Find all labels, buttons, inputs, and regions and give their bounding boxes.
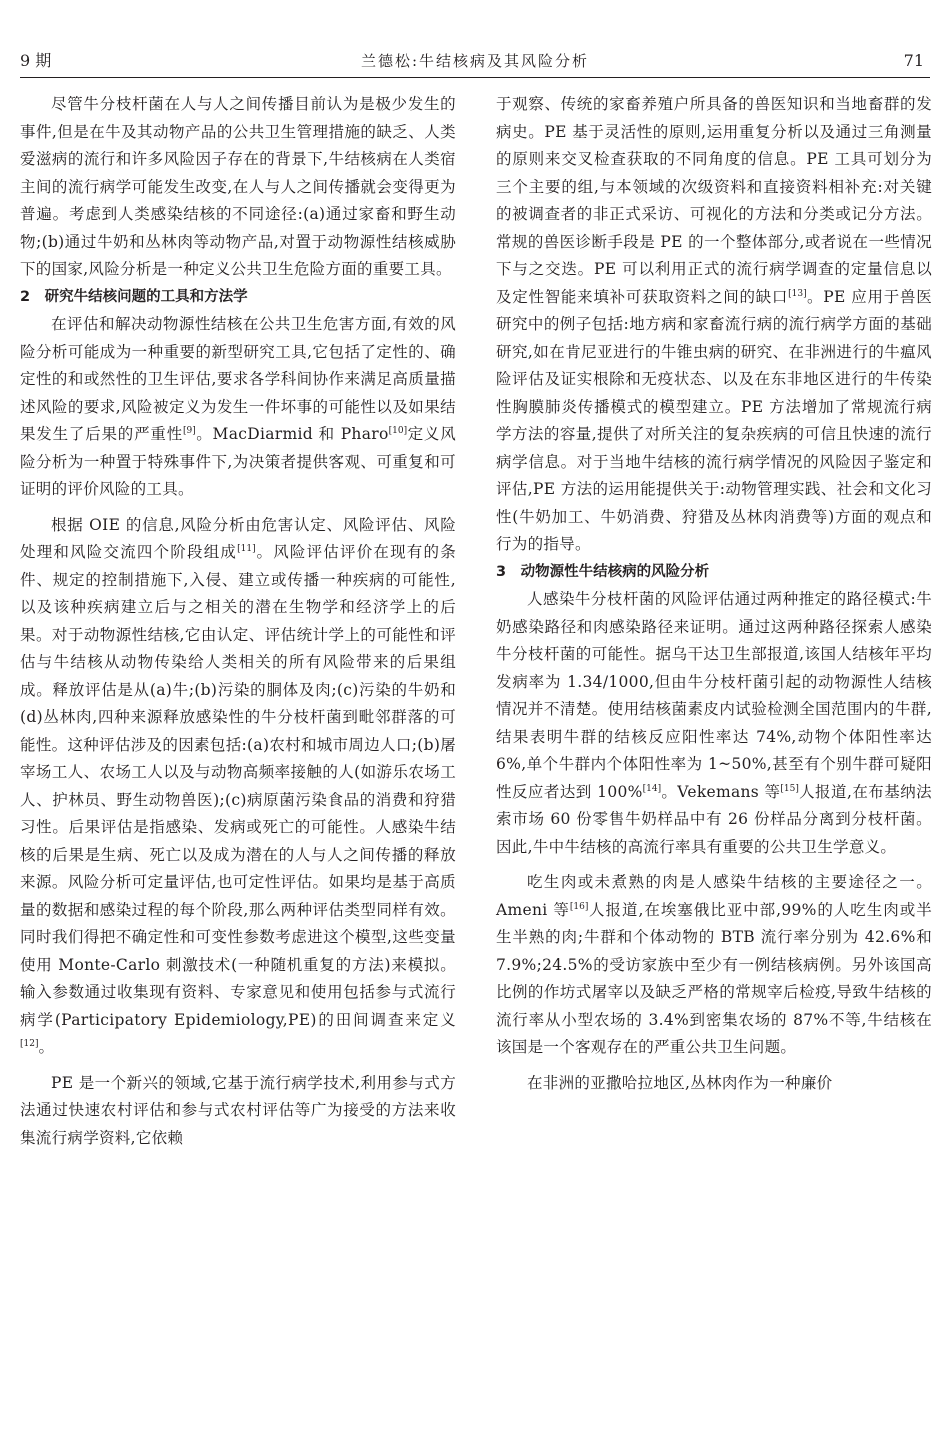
paragraph-text: 定义风险分析为一种置于特殊事件下,为决策者提供客观、可重复和可证明的评价风险的工具。 <box>20 425 456 498</box>
section-heading-2: 2 研究牛结核问题的工具和方法学 <box>20 288 248 305</box>
paragraph-text: 吃生肉或未煮熟的肉是人感染牛结核的主要途径之一。Ameni 等 <box>496 873 932 919</box>
running-header <box>20 50 930 76</box>
paragraph-text: 人报道,在埃塞俄比亚中部,99%的人吃生肉或半生半熟的肉;牛群和个体动物的 BTB 流行率分别为 42.6%和 7.9%;24.5%的受访家族中至少有一例结核病例。另外该国高比例的作坊式屠宰以及缺乏严格的常规宰后检疫,导致牛结核的流行率从小型农场的 3.4%到密集农场的 87%不等,牛结核在该国是一个客观存在的严重公共卫生问题。 <box>496 900 932 1056</box>
paragraph <box>20 311 456 504</box>
section-heading-3: 3 动物源性牛结核病的风险分析 <box>496 563 710 580</box>
citation[interactable]: [12] <box>20 1038 39 1049</box>
citation[interactable]: [13] <box>788 288 807 299</box>
citation[interactable]: [15] <box>780 783 799 794</box>
paragraph-text: 根据 OIE 的信息,风险分析由危害认定、风险评估、风险处理和风险交流四个阶段组成 <box>20 515 456 561</box>
paragraph <box>20 1070 456 1153</box>
paragraph <box>20 512 456 1062</box>
page-number: 71 <box>903 51 924 70</box>
running-title: 兰德松:牛结核病及其风险分析 <box>360 52 590 70</box>
paragraph-text: 在评估和解决动物源性结核在公共卫生危害方面,有效的风险分析可能成为一种重要的新型研究工具,它包括了定性的、确定性的和或然性的卫生评估,要求各学科间协作来满足高质量描述风险的要求,风险被定义为发生一件坏事的可能性以及如果结果发生了后果的严重性 <box>20 315 456 443</box>
citation[interactable]: [14] <box>642 783 662 794</box>
paragraph-text: 。MacDiarmid 和 Pharo <box>195 425 389 443</box>
left-column <box>20 91 456 1152</box>
paragraph-text: 。 <box>38 1038 55 1056</box>
citation[interactable]: [9] <box>183 425 196 436</box>
paragraph-text: 尽管牛分枝杆菌在人与人之间传播目前认为是极少发生的事件,但是在牛及其动物产品的公共卫生管理措施的缺乏、人类爱滋病的流行和许多风险因子存在的背景下,牛结核病在人类宿主间的流行病学可能发生改变,在人与人之间传播就会变得更为普遍。考虑到人类感染结核的不同途径:(a)通过家畜和野生动物;(b)通过牛奶和丛林肉等动物产品,对置于动物源性结核威胁下的国家,风险分析是一种定义公共卫生危险方面的重要工具。 <box>20 95 456 278</box>
paragraph <box>496 586 932 861</box>
paragraph-text: 。风险评估评价在现有的条件、规定的控制措施下,入侵、建立或传播一种疾病的可能性,以及该种疾病建立后与之相关的潜在生物学和经济学上的后果。对于动物源性结核,它由认定、评估统计学上的可能性和评估与牛结核从动物传染给人类相关的所有风险带来的后果组成。释放评估是从(a)牛;(b)污染的胴体及肉;(c)污染的牛奶和(d)丛林肉,四种来源释放感染性的牛分枝杆菌到毗邻群落的可能性。这种评估涉及的因素包括:(a)农村和城市周边人口;(b)屠宰场工人、农场工人以及与动物高频率接触的人(如游乐农场工人、护林员、野生动物兽医);(c)病原菌污染食品的消费和狩猎习性。后果评估是指感染、发病或死亡的可能性。人感染牛结核的后果是生病、死亡以及成为潜在的人与人之间传播的释放来源。风险分析可定量评估,也可定性评估。如果均是基于高质量的数据和感染过程的每个阶段,那么两种评估类型同样有效。同时我们得把不确定性和可变性参数考虑进这个模型,这些变量使用 Monte-Carlo 刺激技术(一种随机重复的方法)来模拟。输入参数通过收集现有资料、专家意见和使用包括参与式流行病学(Participatory Epidemiology,PE)的田间调查来定义 <box>20 543 456 1029</box>
paragraph <box>496 1070 932 1098</box>
paragraph-text: 于观察、传统的家畜养殖户所具备的兽医知识和当地畜群的发病史。PE 基于灵活性的原则,运用重复分析以及通过三角测量的原则来交叉检查获取的不同角度的信息。PE 工具可划分为三个主要的组,与本领域的次级资料和直接资料相补充:对关键的被调查者的非正式采访、可视化的方法和分类或记分方法。常规的兽医诊断手段是 PE 的一个整体部分,或者说在一些情况下与之交迭。PE 可以利用正式的流行病学调查的定量信息以及定性智能来填补可获取资料之间的缺口 <box>496 95 932 306</box>
paragraph-text: 人感染牛分枝杆菌的风险评估通过两种推定的路径模式:牛奶感染路径和肉感染路径来证明。通过这两种路径探索人感染牛分枝杆菌的可能性。据乌干达卫生部报道,该国人结核年平均发病率为 1.34/1000,但由牛分枝杆菌引起的动物源性人结核情况并不清楚。使用结核菌素皮内试验检测全国范围内的牛群,结果表明牛群的结核反应阳性率达 74%,动物个体阳性率达 6%,单个牛群内个体阳性率为 1~50%,甚至有个别牛群可疑阳性反应者达到 100% <box>496 590 932 801</box>
paragraph <box>496 869 932 1062</box>
paragraph-text: 。Vekemans 等 <box>661 782 781 801</box>
paragraph-text: 人报道,在布基纳法索市场 60 份零售牛奶样品中有 26 份样品分离到分枝杆菌。因此,牛中牛结核的高流行率具有重要的公共卫生学意义。 <box>496 782 932 856</box>
citation[interactable]: [10] <box>388 425 408 436</box>
paragraph-text: 在非洲的亚撒哈拉地区,丛林肉作为一种廉价 <box>527 1073 833 1092</box>
paragraph <box>20 91 456 284</box>
issue-label: 9 期 <box>20 51 52 70</box>
header-rule <box>20 77 930 78</box>
paragraph-text: PE 是一个新兴的领域,它基于流行病学技术,利用参与式方法通过快速农村评估和参与式农村评估等广为接受的方法来收集流行病学资料,它依赖 <box>20 1073 456 1147</box>
citation[interactable]: [11] <box>237 543 256 554</box>
paragraph-text: 。PE 应用于兽医研究中的例子包括:地方病和家畜流行病的流行病学方面的基础研究,如在肯尼亚进行的牛锥虫病的研究、在非洲进行的牛瘟风险评估及证实根除和无疫状态、以及在东非地区进行的牛传染性胸膜肺炎传播模式的模型建立。PE 方法增加了常规流行病学方法的容量,提供了对所关注的复杂疾病的可信且快速的流行病学信息。对于当地牛结核的流行病学情况的风险因子鉴定和评估,PE 方法的运用能提供关于:动物管理实践、社会和文化习性(牛奶加工、牛奶消费、狩猎及丛林肉消费等)方面的观点和行为的指导。 <box>496 287 933 553</box>
citation[interactable]: [16] <box>569 901 589 912</box>
right-column <box>496 91 932 1097</box>
paragraph <box>496 91 932 559</box>
